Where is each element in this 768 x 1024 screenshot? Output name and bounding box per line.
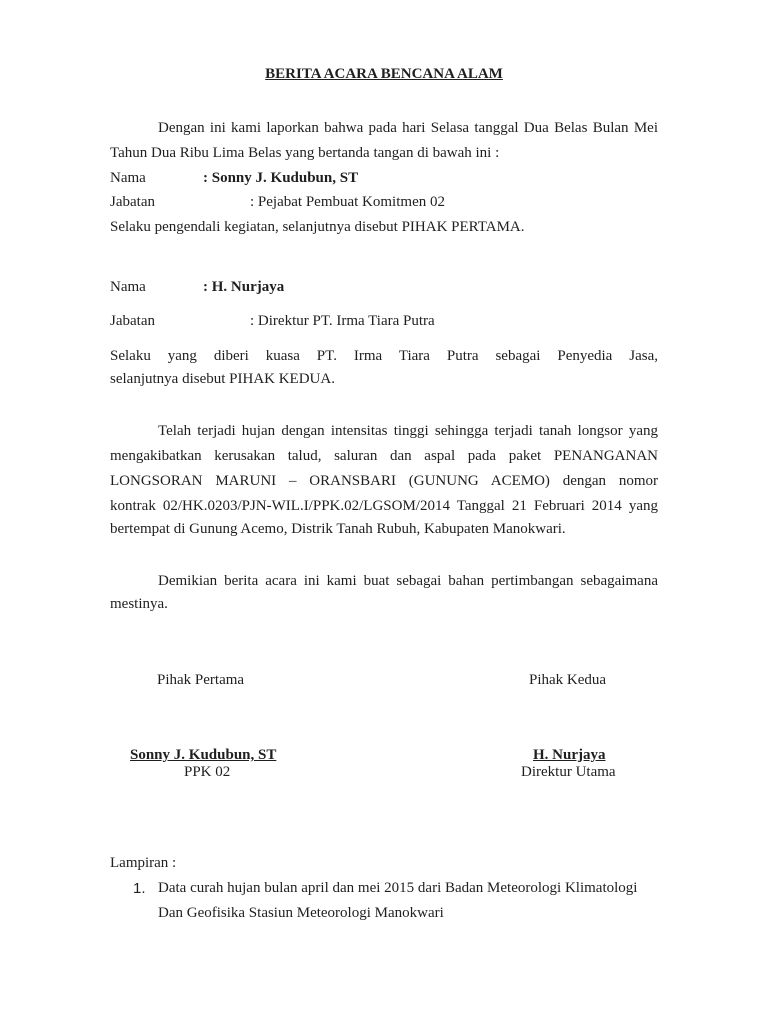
party2-role-line-2: selanjutnya disebut PIHAK KEDUA.: [110, 371, 335, 387]
intro-line-2: Tahun Dua Ribu Lima Belas yang bertanda tangan di bawah ini :: [110, 145, 500, 161]
party1-name-label: Nama: [110, 170, 146, 186]
party2-role-line-1: Selaku yang diberi kuasa PT. Irma Tiara Putra sebagai Penyedia Jasa,: [110, 348, 658, 364]
body-line-5: bertempat di Gunung Acemo, Distrik Tanah Rubuh, Kabupaten Manokwari.: [110, 521, 566, 537]
party1-position-label: Jabatan: [110, 194, 155, 210]
party1-role-line: Selaku pengendali kegiatan, selanjutnya disebut PIHAK PERTAMA.: [110, 219, 525, 235]
signature-left-title: PPK 02: [184, 764, 231, 780]
body-line-2: mengakibatkan kerusakan talud, saluran dan aspal pada paket PENANGANAN: [110, 448, 658, 464]
attachments-heading: Lampiran :: [110, 855, 177, 871]
body-line-1: Telah terjadi hujan dengan intensitas tinggi sehingga terjadi tanah longsor yang: [158, 423, 658, 439]
party2-name-value: : H. Nurjaya: [203, 279, 285, 295]
party2-position-value: : Direktur PT. Irma Tiara Putra: [250, 313, 435, 329]
body-line-4: kontrak 02/HK.0203/PJN-WIL.I/PPK.02/LGSOM/2014 Tanggal 21 Februari 2014 yang: [110, 498, 658, 514]
attachment-item-number: 1.: [133, 880, 146, 897]
body-line-3: LONGSORAN MARUNI – ORANSBARI (GUNUNG ACEMO) dengan nomor: [110, 473, 658, 489]
signature-right-title: Direktur Utama: [521, 764, 616, 780]
signature-right-name: H. Nurjaya: [533, 747, 606, 763]
closing-line-1: Demikian berita acara ini kami buat sebagai bahan pertimbangan sebagaimana: [158, 573, 658, 589]
closing-line-2: mestinya.: [110, 596, 168, 612]
party2-name-label: Nama: [110, 279, 146, 295]
party1-name-value: : Sonny J. Kudubun, ST: [203, 170, 359, 186]
document-title: BERITA ACARA BENCANA ALAM: [265, 66, 503, 82]
attachment-item-line-2: Dan Geofisika Stasiun Meteorologi Manokwari: [158, 905, 444, 921]
signature-left-label: Pihak Pertama: [157, 672, 245, 688]
attachment-item-line-1: Data curah hujan bulan april dan mei 2015 dari Badan Meteorologi Klimatologi: [158, 880, 638, 896]
party1-position-value: : Pejabat Pembuat Komitmen 02: [250, 194, 445, 210]
signature-right-label: Pihak Kedua: [529, 672, 607, 688]
signature-left-name: Sonny J. Kudubun, ST: [130, 747, 277, 763]
party2-position-label: Jabatan: [110, 313, 155, 329]
intro-line-1: Dengan ini kami laporkan bahwa pada hari Selasa tanggal Dua Belas Bulan Mei: [158, 120, 658, 136]
